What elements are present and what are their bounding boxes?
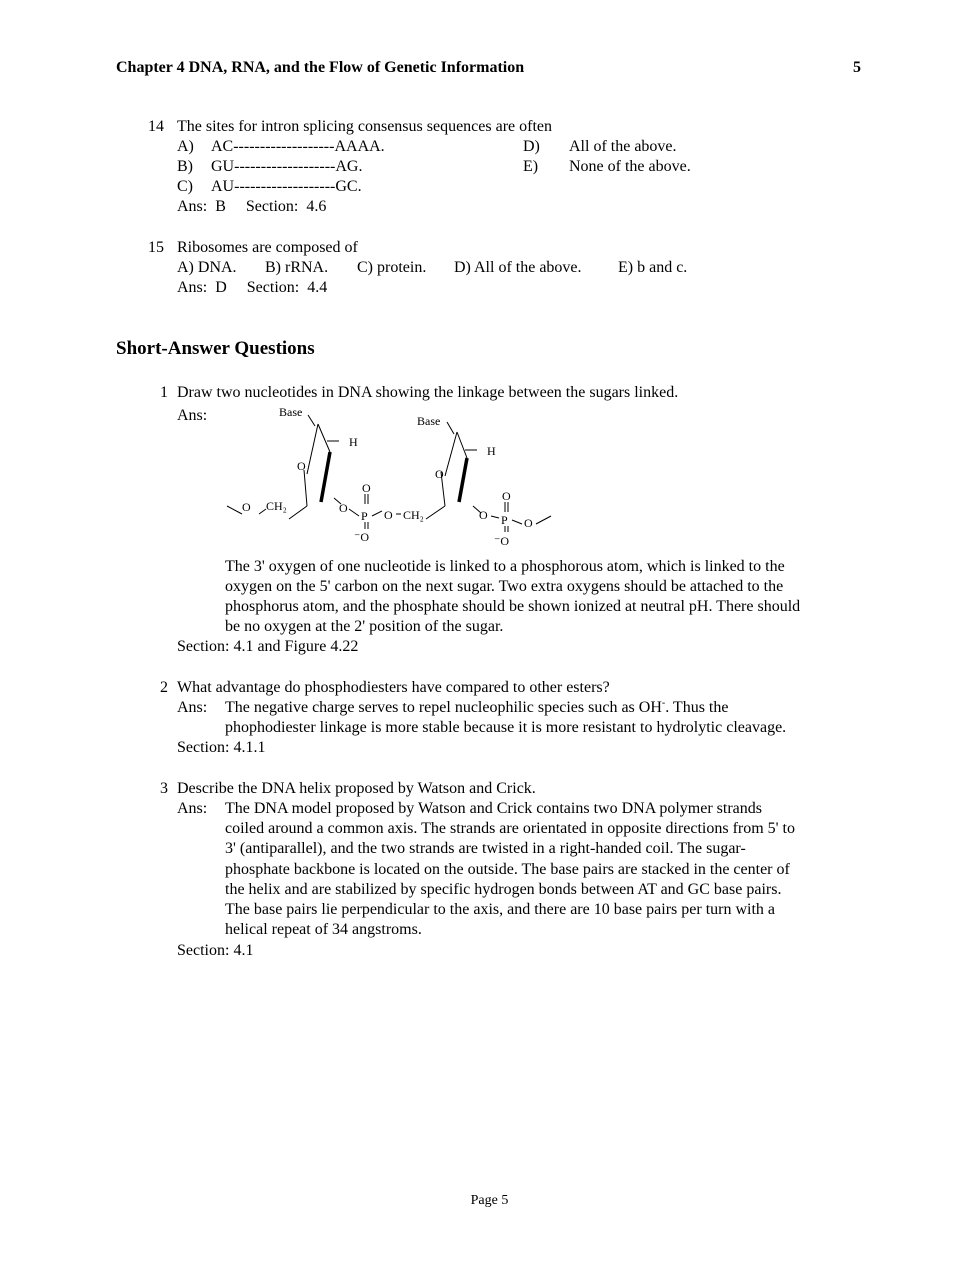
answer-text-line: phophodiester linkage is more stable because it is more resistant to hydrolytic cleavage. bbox=[225, 719, 787, 736]
option-letter: D) bbox=[523, 138, 540, 155]
answer-text-line: coiled around a common axis. The strands are orientated in opposite directions from 5' to bbox=[225, 820, 795, 837]
base-label: Base bbox=[417, 414, 441, 428]
option-text: AC-------------------AAAA. bbox=[211, 138, 385, 155]
question-text: Ribosomes are composed of bbox=[177, 239, 358, 256]
phosphorus-label: P bbox=[501, 513, 508, 527]
base-label: Base bbox=[279, 405, 303, 419]
answer-line: Ans: D Section: 4.4 bbox=[177, 279, 328, 296]
option-text: A) DNA. bbox=[177, 259, 237, 276]
option-text: AU-------------------GC. bbox=[211, 178, 362, 195]
option-letter: B) bbox=[177, 158, 193, 175]
section-reference: Section: 4.1 and Figure 4.22 bbox=[177, 638, 359, 655]
option-text: None of the above. bbox=[569, 158, 691, 175]
hydrogen-label: H bbox=[487, 444, 496, 458]
option-text: D) All of the above. bbox=[454, 259, 582, 276]
oxygen-label: O bbox=[502, 489, 511, 503]
answer-text-line: phosphorus atom, and the phosphate should be shown ionized at neutral pH. There should bbox=[225, 598, 801, 615]
option-letter: A) bbox=[177, 138, 194, 155]
answer-text-line: phosphate backbone is located on the outside. The base pairs are stacked in the center of bbox=[225, 861, 790, 878]
superscript-charge: - bbox=[661, 697, 666, 709]
answer-text-line: oxygen on the 5' carbon on the next sugar. Two extra oxygens should be attached to the bbox=[225, 578, 784, 595]
option-text: GU-------------------AG. bbox=[211, 158, 363, 175]
ch2-label: CH₂ bbox=[266, 499, 287, 513]
answer-text-line: 3' (antiparallel), and the two strands are twisted in a right-handed coil. The sugar- bbox=[225, 840, 746, 857]
page-footer: Page 5 bbox=[470, 1193, 509, 1208]
answer-label: Ans: bbox=[177, 800, 208, 817]
section-reference: Section: 4.1.1 bbox=[177, 739, 266, 756]
ch2-label: CH₂ bbox=[403, 508, 424, 522]
chapter-header-title: Chapter 4 DNA, RNA, and the Flow of Genetic Information bbox=[116, 59, 525, 76]
question-number: 3 bbox=[160, 780, 168, 797]
question-text: What advantage do phosphodiesters have compared to other esters? bbox=[177, 679, 610, 696]
oxygen-label: O bbox=[524, 516, 533, 530]
header-page-number: 5 bbox=[853, 59, 861, 76]
question-number: 2 bbox=[160, 679, 168, 696]
dinucleotide-diagram bbox=[215, 398, 565, 553]
oxygen-label: O bbox=[384, 508, 393, 522]
oxygen-label: O bbox=[479, 508, 488, 522]
answer-text-line: be no oxygen at the 2' position of the sugar. bbox=[225, 618, 504, 635]
answer-text-line bbox=[225, 698, 728, 718]
oxygen-label: O bbox=[362, 481, 371, 495]
question-text: Draw two nucleotides in DNA showing the linkage between the sugars linked. bbox=[177, 384, 679, 401]
option-letter: E) bbox=[523, 158, 539, 175]
answer-text-line: The 3' oxygen of one nucleotide is linked to a phosphorous atom, which is linked to the bbox=[225, 558, 785, 575]
answer-text-line: The DNA model proposed by Watson and Crick contains two DNA polymer strands bbox=[225, 800, 763, 817]
answer-text-segment: . Thus the bbox=[665, 699, 729, 716]
charged-oxygen-label: ⁻O bbox=[354, 530, 369, 544]
option-letter: C) bbox=[177, 178, 193, 195]
oxygen-label: O bbox=[339, 501, 348, 515]
option-text: B) rRNA. bbox=[265, 259, 329, 276]
question-number: 14 bbox=[148, 118, 164, 135]
ring-oxygen-label: O bbox=[297, 459, 306, 473]
answer-text-line: The base pairs lie perpendicular to the axis, and there are 10 base pairs per turn with a bbox=[225, 901, 776, 918]
answer-label: Ans: bbox=[177, 407, 208, 424]
ring-oxygen-label: O bbox=[435, 467, 444, 481]
answer-text-segment: The negative charge serves to repel nucleophilic species such as OH bbox=[225, 699, 662, 716]
hydrogen-label: H bbox=[349, 435, 358, 449]
oxygen-label: O bbox=[242, 500, 251, 514]
section-reference: Section: 4.1 bbox=[177, 942, 254, 959]
answer-line: Ans: B Section: 4.6 bbox=[177, 198, 327, 215]
question-text: The sites for intron splicing consensus sequences are often bbox=[177, 118, 553, 135]
option-text: C) protein. bbox=[357, 259, 427, 276]
option-text: All of the above. bbox=[569, 138, 677, 155]
question-text: Describe the DNA helix proposed by Watson and Crick. bbox=[177, 780, 536, 797]
question-number: 15 bbox=[148, 239, 164, 256]
answer-label: Ans: bbox=[177, 699, 208, 716]
answer-text-line: the helix and are stabilized by specific hydrogen bonds between AT and GC base pairs. bbox=[225, 881, 782, 898]
question-number: 1 bbox=[160, 384, 168, 401]
section-heading: Short-Answer Questions bbox=[116, 338, 315, 359]
charged-oxygen-label: ⁻O bbox=[494, 534, 509, 548]
phosphorus-label: P bbox=[361, 509, 368, 523]
option-text: E) b and c. bbox=[618, 259, 688, 276]
answer-text-line: helical repeat of 34 angstroms. bbox=[225, 921, 422, 938]
